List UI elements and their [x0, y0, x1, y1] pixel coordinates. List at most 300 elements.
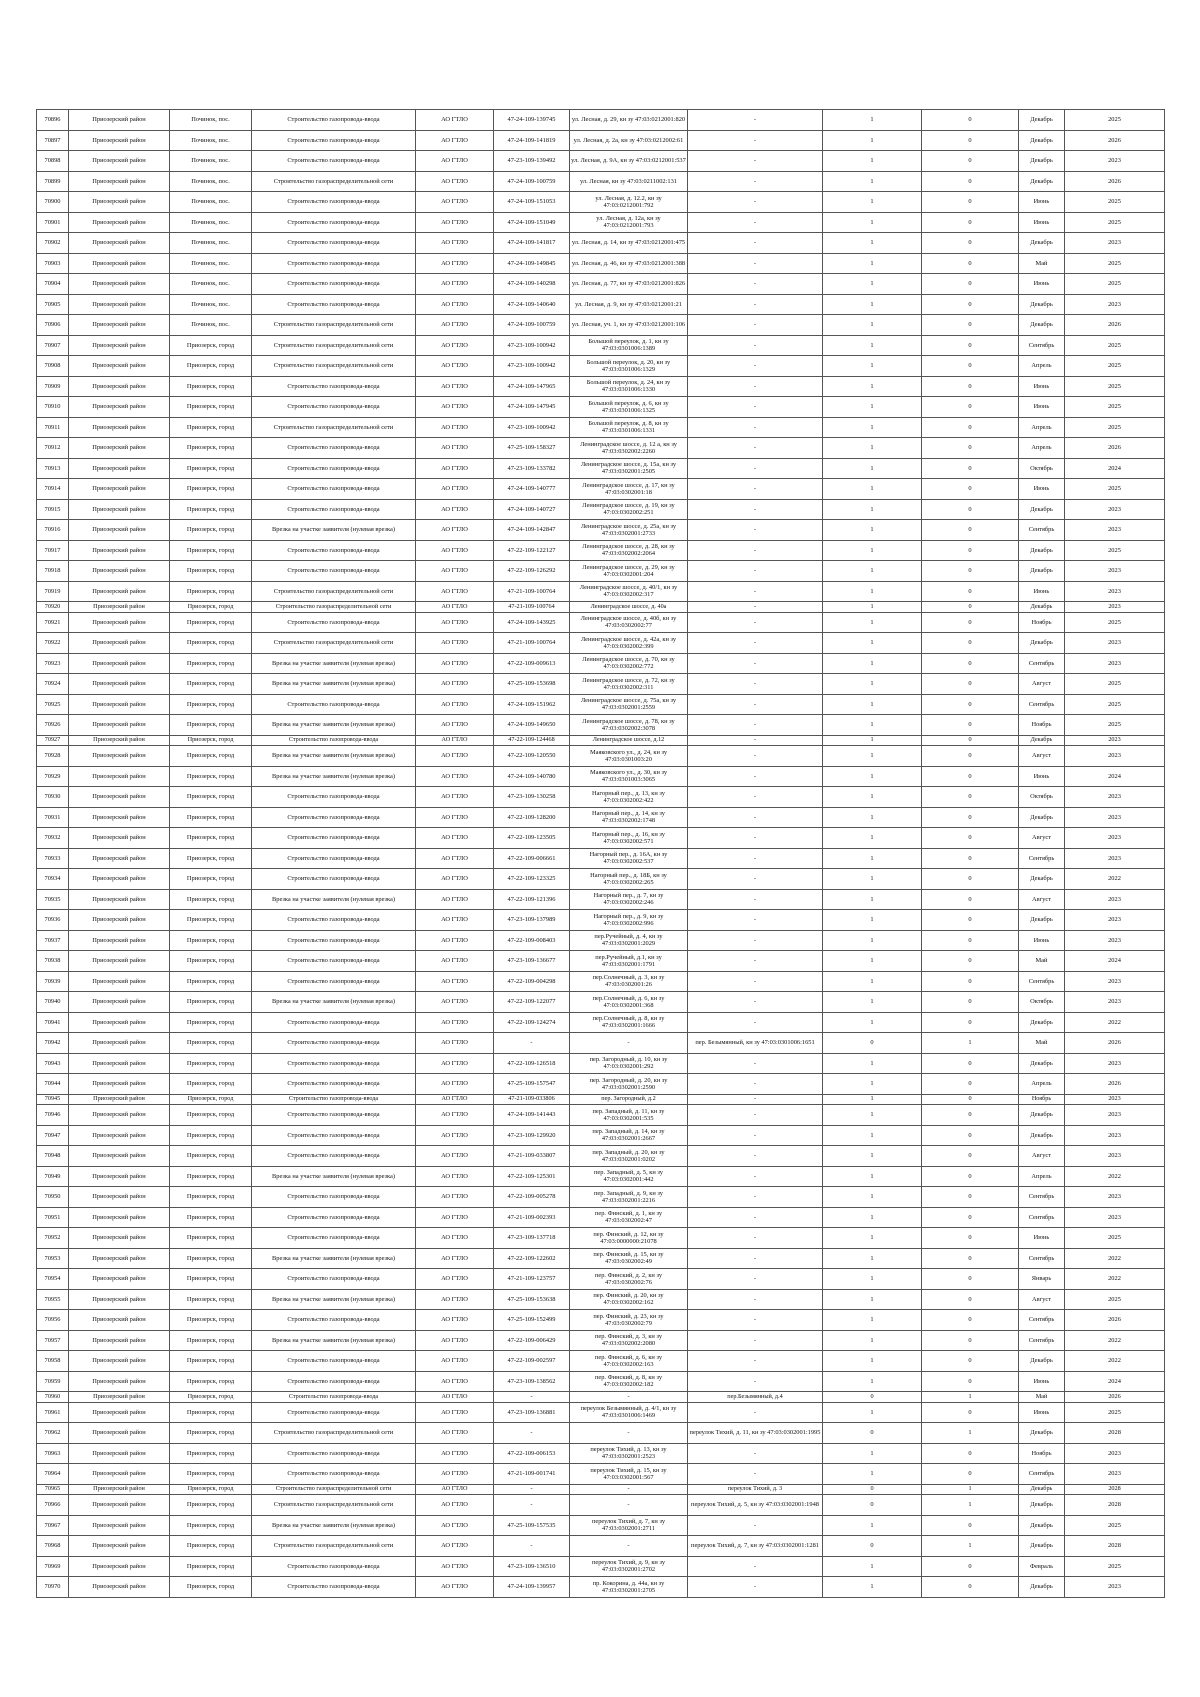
organization-cell: АО ГТЛО [416, 1125, 494, 1146]
address-cell: Нагорный пер., д. 18Б, кн зу 47:03:0302002:265 [570, 869, 688, 890]
year-cell: 2023 [1065, 602, 1165, 613]
district-cell: Приозерский район [69, 1125, 170, 1146]
work-type-cell: Строительство газопровода-ввода [252, 1053, 416, 1074]
row-number: 70935 [37, 889, 69, 910]
address-cell: Ленинградское шоссе, д.12 [570, 735, 688, 746]
settlement-cell: Приозерск, город [170, 828, 252, 849]
alt-address-cell: - [688, 356, 823, 377]
district-cell: Приозерский район [69, 1402, 170, 1423]
settlement-cell: Приозерск, город [170, 746, 252, 767]
alt-address-cell: переулок Тихий, д. 11, кн зу 47:03:0302001:1995 [688, 1423, 823, 1444]
settlement-cell: Приозерск, город [170, 1105, 252, 1126]
application-number-cell: 47-24-109-149845 [494, 253, 570, 274]
address-cell: переулок Безымянный, д. 4/1, кн зу 47:03:0301006:1469 [570, 1402, 688, 1423]
address-cell: пер. Финский, д. 6, кн зу 47:03:0302002:163 [570, 1351, 688, 1372]
alt-address-cell: - [688, 335, 823, 356]
alt-address-cell: - [688, 1556, 823, 1577]
address-cell: Ленинградское шоссе, д. 72, кн зу 47:03:0302002:311 [570, 674, 688, 695]
table-row [37, 1310, 1165, 1331]
flag-b-cell: 0 [922, 1443, 1019, 1464]
year-cell: 2022 [1065, 1351, 1165, 1372]
flag-a-cell: 1 [823, 1248, 922, 1269]
work-type-cell: Строительство газопровода-ввода [252, 540, 416, 561]
flag-a-cell: 1 [823, 376, 922, 397]
alt-address-cell: - [688, 479, 823, 500]
application-number-cell: 47-24-109-139957 [494, 1577, 570, 1598]
address-cell: переулок Тихий, д. 15, кн зу 47:03:0302001:567 [570, 1464, 688, 1485]
alt-address-cell: - [688, 889, 823, 910]
row-number: 70945 [37, 1094, 69, 1105]
table-row [37, 746, 1165, 767]
organization-cell: АО ГТЛО [416, 1166, 494, 1187]
organization-cell: АО ГТЛО [416, 715, 494, 736]
table-row [37, 1392, 1165, 1403]
organization-cell: АО ГТЛО [416, 1484, 494, 1495]
application-number-cell: 47-25-109-157535 [494, 1515, 570, 1536]
flag-b-cell: 0 [922, 1310, 1019, 1331]
district-cell: Приозерский район [69, 212, 170, 233]
month-cell: Декабрь [1019, 869, 1065, 890]
organization-cell: АО ГТЛО [416, 1207, 494, 1228]
year-cell: 2022 [1065, 1269, 1165, 1290]
alt-address-cell: - [688, 930, 823, 951]
address-cell: ул. Лесная, уч. 1, кн зу 47:03:0212001:106 [570, 315, 688, 336]
organization-cell: АО ГТЛО [416, 520, 494, 541]
organization-cell: АО ГТЛО [416, 110, 494, 131]
flag-a-cell: 1 [823, 315, 922, 336]
organization-cell: АО ГТЛО [416, 335, 494, 356]
flag-b-cell: 0 [922, 1371, 1019, 1392]
organization-cell: АО ГТЛО [416, 499, 494, 520]
organization-cell: АО ГТЛО [416, 376, 494, 397]
alt-address-cell: - [688, 540, 823, 561]
flag-b-cell: 0 [922, 1289, 1019, 1310]
address-cell: ул. Лесная, д. 46, кн зу 47:03:0212001:388 [570, 253, 688, 274]
work-type-cell: Строительство газопровода-ввода [252, 1125, 416, 1146]
flag-b-cell: 1 [922, 1423, 1019, 1444]
district-cell: Приозерский район [69, 992, 170, 1013]
flag-a-cell: 1 [823, 335, 922, 356]
district-cell: Приозерский район [69, 910, 170, 931]
application-number-cell: 47-23-109-100942 [494, 335, 570, 356]
row-number: 70927 [37, 735, 69, 746]
flag-a-cell: 1 [823, 694, 922, 715]
year-cell: 2023 [1065, 1443, 1165, 1464]
row-number: 70963 [37, 1443, 69, 1464]
address-cell: Ленинградское шоссе, д. 28, кн зу 47:03:0302002:2064 [570, 540, 688, 561]
flag-b-cell: 0 [922, 1105, 1019, 1126]
table-row [37, 633, 1165, 654]
flag-b-cell: 0 [922, 1187, 1019, 1208]
work-type-cell: Строительство газопровода-ввода [252, 1012, 416, 1033]
flag-b-cell: 0 [922, 1248, 1019, 1269]
organization-cell: АО ГТЛО [416, 746, 494, 767]
year-cell: 2022 [1065, 1248, 1165, 1269]
row-number: 70951 [37, 1207, 69, 1228]
settlement-cell: Приозерск, город [170, 1166, 252, 1187]
flag-a-cell: 0 [823, 1484, 922, 1495]
settlement-cell: Приозерск, город [170, 417, 252, 438]
year-cell: 2023 [1065, 992, 1165, 1013]
flag-a-cell: 1 [823, 1053, 922, 1074]
flag-a-cell: 1 [823, 1556, 922, 1577]
table-row [37, 1248, 1165, 1269]
address-cell: пер.Ручейный, д.1, кн зу 47:03:0302001:1791 [570, 951, 688, 972]
table-row [37, 376, 1165, 397]
settlement-cell: Приозерск, город [170, 992, 252, 1013]
settlement-cell: Приозерск, город [170, 1074, 252, 1095]
row-number: 70944 [37, 1074, 69, 1095]
organization-cell: АО ГТЛО [416, 612, 494, 633]
settlement-cell: Починок, пос. [170, 151, 252, 172]
row-number: 70958 [37, 1351, 69, 1372]
flag-b-cell: 0 [922, 848, 1019, 869]
table-row [37, 1577, 1165, 1598]
alt-address-cell: - [688, 869, 823, 890]
address-cell: Нагорный пер., д. 9, кн зу 47:03:0302002:996 [570, 910, 688, 931]
flag-b-cell: 0 [922, 971, 1019, 992]
alt-address-cell: - [688, 438, 823, 459]
table-row [37, 294, 1165, 315]
application-number-cell: 47-22-109-121396 [494, 889, 570, 910]
settlement-cell: Приозерск, город [170, 1484, 252, 1495]
month-cell: Июнь [1019, 1228, 1065, 1249]
application-number-cell: 47-24-109-141817 [494, 233, 570, 254]
row-number: 70932 [37, 828, 69, 849]
alt-address-cell: - [688, 212, 823, 233]
address-cell: Ленинградское шоссе, д. 12 а, кн зу 47:03:0302002:2260 [570, 438, 688, 459]
settlement-cell: Приозерск, город [170, 1443, 252, 1464]
flag-b-cell: 0 [922, 1146, 1019, 1167]
district-cell: Приозерский район [69, 1269, 170, 1290]
settlement-cell: Приозерск, город [170, 1187, 252, 1208]
address-cell: Ленинградское шоссе, д. 25а, кн зу 47:03:0302001:2733 [570, 520, 688, 541]
year-cell: 2023 [1065, 828, 1165, 849]
flag-a-cell: 1 [823, 171, 922, 192]
flag-a-cell: 1 [823, 1012, 922, 1033]
work-type-cell: Строительство газопровода-ввода [252, 397, 416, 418]
application-number-cell: 47-24-109-140640 [494, 294, 570, 315]
year-cell: 2022 [1065, 869, 1165, 890]
address-cell: пер. Западный, д. 9, кн зу 47:03:0302001:2216 [570, 1187, 688, 1208]
settlement-cell: Починок, пос. [170, 233, 252, 254]
application-number-cell: 47-24-109-141443 [494, 1105, 570, 1126]
address-cell: пер. Загородный, д. 20, кн зу 47:03:0302001:2590 [570, 1074, 688, 1095]
address-cell: Ленинградское шоссе, д. 40а [570, 602, 688, 613]
row-number: 70924 [37, 674, 69, 695]
alt-address-cell: - [688, 1166, 823, 1187]
work-type-cell: Строительство газопровода-ввода [252, 479, 416, 500]
district-cell: Приозерский район [69, 335, 170, 356]
year-cell: 2025 [1065, 694, 1165, 715]
settlement-cell: Приозерск, город [170, 1495, 252, 1516]
flag-a-cell: 1 [823, 848, 922, 869]
district-cell: Приозерский район [69, 561, 170, 582]
year-cell: 2026 [1065, 1392, 1165, 1403]
flag-b-cell: 0 [922, 212, 1019, 233]
month-cell: Сентябрь [1019, 1248, 1065, 1269]
year-cell: 2024 [1065, 1371, 1165, 1392]
row-number: 70921 [37, 612, 69, 633]
table-row [37, 233, 1165, 254]
row-number: 70901 [37, 212, 69, 233]
address-cell: пер. Финский, д. 15, кн зу 47:03:0302002:49 [570, 1248, 688, 1269]
month-cell: Февраль [1019, 1556, 1065, 1577]
application-number-cell: 47-24-109-140727 [494, 499, 570, 520]
work-type-cell: Строительство газораспределительной сети [252, 356, 416, 377]
application-number-cell: 47-25-109-157547 [494, 1074, 570, 1095]
district-cell: Приозерский район [69, 971, 170, 992]
table-row [37, 1269, 1165, 1290]
month-cell: Сентябрь [1019, 694, 1065, 715]
flag-a-cell: 1 [823, 766, 922, 787]
alt-address-cell: - [688, 1310, 823, 1331]
district-cell: Приозерский район [69, 1464, 170, 1485]
flag-b-cell: 0 [922, 1515, 1019, 1536]
organization-cell: АО ГТЛО [416, 930, 494, 951]
organization-cell: АО ГТЛО [416, 1228, 494, 1249]
table-row [37, 315, 1165, 336]
address-cell: ул. Лесная, д. 14, кн зу 47:03:0212001:475 [570, 233, 688, 254]
work-type-cell: Строительство газопровода-ввода [252, 848, 416, 869]
flag-b-cell: 0 [922, 1166, 1019, 1187]
work-type-cell: Строительство газопровода-ввода [252, 694, 416, 715]
month-cell: Декабрь [1019, 1495, 1065, 1516]
application-number-cell: 47-23-109-136510 [494, 1556, 570, 1577]
application-number-cell: - [494, 1423, 570, 1444]
year-cell: 2025 [1065, 253, 1165, 274]
organization-cell: АО ГТЛО [416, 438, 494, 459]
work-type-cell: Строительство газопровода-ввода [252, 1577, 416, 1598]
year-cell: 2025 [1065, 540, 1165, 561]
year-cell: 2026 [1065, 1310, 1165, 1331]
application-number-cell: 47-23-109-136677 [494, 951, 570, 972]
flag-b-cell: 0 [922, 694, 1019, 715]
address-cell: - [570, 1484, 688, 1495]
month-cell: Май [1019, 1033, 1065, 1054]
work-type-cell: Врезка на участке заявителя (нулевая врезка) [252, 715, 416, 736]
alt-address-cell: - [688, 1577, 823, 1598]
flag-a-cell: 1 [823, 1443, 922, 1464]
application-number-cell: 47-22-109-122127 [494, 540, 570, 561]
organization-cell: АО ГТЛО [416, 253, 494, 274]
table-row [37, 715, 1165, 736]
table-row [37, 1351, 1165, 1372]
application-number-cell: 47-24-109-147945 [494, 397, 570, 418]
application-number-cell: 47-22-109-120550 [494, 746, 570, 767]
organization-cell: АО ГТЛО [416, 1269, 494, 1290]
application-number-cell: 47-22-109-004298 [494, 971, 570, 992]
work-type-cell: Строительство газопровода-ввода [252, 561, 416, 582]
work-type-cell: Строительство газопровода-ввода [252, 1443, 416, 1464]
work-type-cell: Строительство газопровода-ввода [252, 951, 416, 972]
work-type-cell: Строительство газопровода-ввода [252, 930, 416, 951]
district-cell: Приозерский район [69, 1012, 170, 1033]
month-cell: Декабрь [1019, 294, 1065, 315]
flag-b-cell: 0 [922, 1228, 1019, 1249]
alt-address-cell: - [688, 294, 823, 315]
work-type-cell: Строительство газораспределительной сети [252, 1484, 416, 1495]
district-cell: Приозерский район [69, 746, 170, 767]
table-row [37, 356, 1165, 377]
month-cell: Декабрь [1019, 633, 1065, 654]
application-number-cell: 47-22-109-125301 [494, 1166, 570, 1187]
alt-address-cell: - [688, 110, 823, 131]
month-cell: Август [1019, 828, 1065, 849]
alt-address-cell: - [688, 992, 823, 1013]
organization-cell: АО ГТЛО [416, 653, 494, 674]
row-number: 70912 [37, 438, 69, 459]
address-cell: пер.Ручейный, д. 4, кн зу 47:03:0302001:2029 [570, 930, 688, 951]
flag-b-cell: 0 [922, 520, 1019, 541]
year-cell: 2025 [1065, 397, 1165, 418]
settlement-cell: Приозерск, город [170, 766, 252, 787]
flag-a-cell: 1 [823, 1094, 922, 1105]
table-row [37, 848, 1165, 869]
settlement-cell: Приозерск, город [170, 438, 252, 459]
settlement-cell: Приозерск, город [170, 653, 252, 674]
organization-cell: АО ГТЛО [416, 274, 494, 295]
flag-a-cell: 1 [823, 233, 922, 254]
work-type-cell: Строительство газопровода-ввода [252, 294, 416, 315]
application-number-cell: 47-24-109-140298 [494, 274, 570, 295]
alt-address-cell: - [688, 1053, 823, 1074]
settlement-cell: Починок, пос. [170, 253, 252, 274]
address-cell: пер.Солнечный, д. 8, кн зу 47:03:0302001:1666 [570, 1012, 688, 1033]
row-number: 70898 [37, 151, 69, 172]
flag-a-cell: 1 [823, 417, 922, 438]
district-cell: Приозерский район [69, 633, 170, 654]
work-type-cell: Строительство газопровода-ввода [252, 274, 416, 295]
application-number-cell: 47-21-109-033807 [494, 1146, 570, 1167]
flag-a-cell: 1 [823, 1577, 922, 1598]
flag-a-cell: 1 [823, 602, 922, 613]
application-number-cell: 47-23-109-136881 [494, 1402, 570, 1423]
table-row [37, 766, 1165, 787]
address-cell: ул. Лесная, д. 12.2, кн зу 47:03:0212001:792 [570, 192, 688, 213]
address-cell: пер. Финский, д. 8, кн зу 47:03:0302002:182 [570, 1371, 688, 1392]
work-type-cell: Врезка на участке заявителя (нулевая врезка) [252, 746, 416, 767]
district-cell: Приозерский район [69, 1515, 170, 1536]
year-cell: 2025 [1065, 110, 1165, 131]
settlement-cell: Приозерск, город [170, 1125, 252, 1146]
year-cell: 2023 [1065, 1464, 1165, 1485]
alt-address-cell: - [688, 253, 823, 274]
application-number-cell: 47-24-109-147965 [494, 376, 570, 397]
work-type-cell: Врезка на участке заявителя (нулевая врезка) [252, 766, 416, 787]
alt-address-cell: - [688, 787, 823, 808]
settlement-cell: Приозерск, город [170, 499, 252, 520]
alt-address-cell: - [688, 951, 823, 972]
alt-address-cell: - [688, 1443, 823, 1464]
settlement-cell: Починок, пос. [170, 294, 252, 315]
alt-address-cell: - [688, 1228, 823, 1249]
organization-cell: АО ГТЛО [416, 1495, 494, 1516]
address-cell: пер. Загородный, д. 10, кн зу 47:03:0302001:292 [570, 1053, 688, 1074]
district-cell: Приозерский район [69, 1207, 170, 1228]
row-number: 70923 [37, 653, 69, 674]
row-number: 70939 [37, 971, 69, 992]
settlement-cell: Починок, пос. [170, 171, 252, 192]
work-type-cell: Строительство газопровода-ввода [252, 1207, 416, 1228]
table-row [37, 1053, 1165, 1074]
settlement-cell: Приозерск, город [170, 951, 252, 972]
row-number: 70908 [37, 356, 69, 377]
work-type-cell: Строительство газопровода-ввода [252, 1094, 416, 1105]
application-number-cell: 47-25-109-153698 [494, 674, 570, 695]
district-cell: Приозерский район [69, 1074, 170, 1095]
flag-a-cell: 1 [823, 458, 922, 479]
alt-address-cell: - [688, 1125, 823, 1146]
year-cell: 2023 [1065, 581, 1165, 602]
flag-a-cell: 1 [823, 1289, 922, 1310]
work-type-cell: Врезка на участке заявителя (нулевая врезка) [252, 520, 416, 541]
table-row [37, 1094, 1165, 1105]
flag-b-cell: 0 [922, 581, 1019, 602]
organization-cell: АО ГТЛО [416, 356, 494, 377]
year-cell: 2022 [1065, 1330, 1165, 1351]
work-type-cell: Строительство газопровода-ввода [252, 151, 416, 172]
flag-a-cell: 1 [823, 653, 922, 674]
flag-b-cell: 1 [922, 1484, 1019, 1495]
district-cell: Приозерский район [69, 602, 170, 613]
month-cell: Май [1019, 253, 1065, 274]
flag-a-cell: 1 [823, 1105, 922, 1126]
district-cell: Приозерский район [69, 828, 170, 849]
month-cell: Август [1019, 674, 1065, 695]
district-cell: Приозерский район [69, 1166, 170, 1187]
organization-cell: АО ГТЛО [416, 1248, 494, 1269]
alt-address-cell: переулок Тихий, д. 7, кн зу 47:03:0302001:1281 [688, 1536, 823, 1557]
year-cell: 2025 [1065, 1515, 1165, 1536]
flag-b-cell: 0 [922, 540, 1019, 561]
application-number-cell: 47-22-109-128200 [494, 807, 570, 828]
alt-address-cell: - [688, 1248, 823, 1269]
year-cell: 2026 [1065, 130, 1165, 151]
flag-a-cell: 1 [823, 633, 922, 654]
organization-cell: АО ГТЛО [416, 951, 494, 972]
month-cell: Декабрь [1019, 1053, 1065, 1074]
settlement-cell: Приозерск, город [170, 1515, 252, 1536]
row-number: 70943 [37, 1053, 69, 1074]
work-type-cell: Строительство газопровода-ввода [252, 192, 416, 213]
row-number: 70903 [37, 253, 69, 274]
year-cell: 2026 [1065, 1033, 1165, 1054]
flag-b-cell: 0 [922, 1464, 1019, 1485]
month-cell: Декабрь [1019, 561, 1065, 582]
table-row [37, 1105, 1165, 1126]
month-cell: Июнь [1019, 479, 1065, 500]
flag-a-cell: 1 [823, 951, 922, 972]
month-cell: Декабрь [1019, 171, 1065, 192]
year-cell: 2023 [1065, 633, 1165, 654]
work-type-cell: Строительство газопровода-ввода [252, 130, 416, 151]
alt-address-cell: - [688, 315, 823, 336]
alt-address-cell: - [688, 848, 823, 869]
district-cell: Приозерский район [69, 397, 170, 418]
work-type-cell: Строительство газораспределительной сети [252, 1495, 416, 1516]
table-row [37, 397, 1165, 418]
year-cell: 2025 [1065, 1228, 1165, 1249]
flag-a-cell: 1 [823, 1371, 922, 1392]
table-row [37, 110, 1165, 131]
application-number-cell: - [494, 1484, 570, 1495]
address-cell: Большой переулок, д. 8, кн зу 47:03:0301006:1331 [570, 417, 688, 438]
application-number-cell: 47-22-109-126292 [494, 561, 570, 582]
flag-a-cell: 1 [823, 561, 922, 582]
work-type-cell: Строительство газопровода-ввода [252, 735, 416, 746]
table-row [37, 1166, 1165, 1187]
